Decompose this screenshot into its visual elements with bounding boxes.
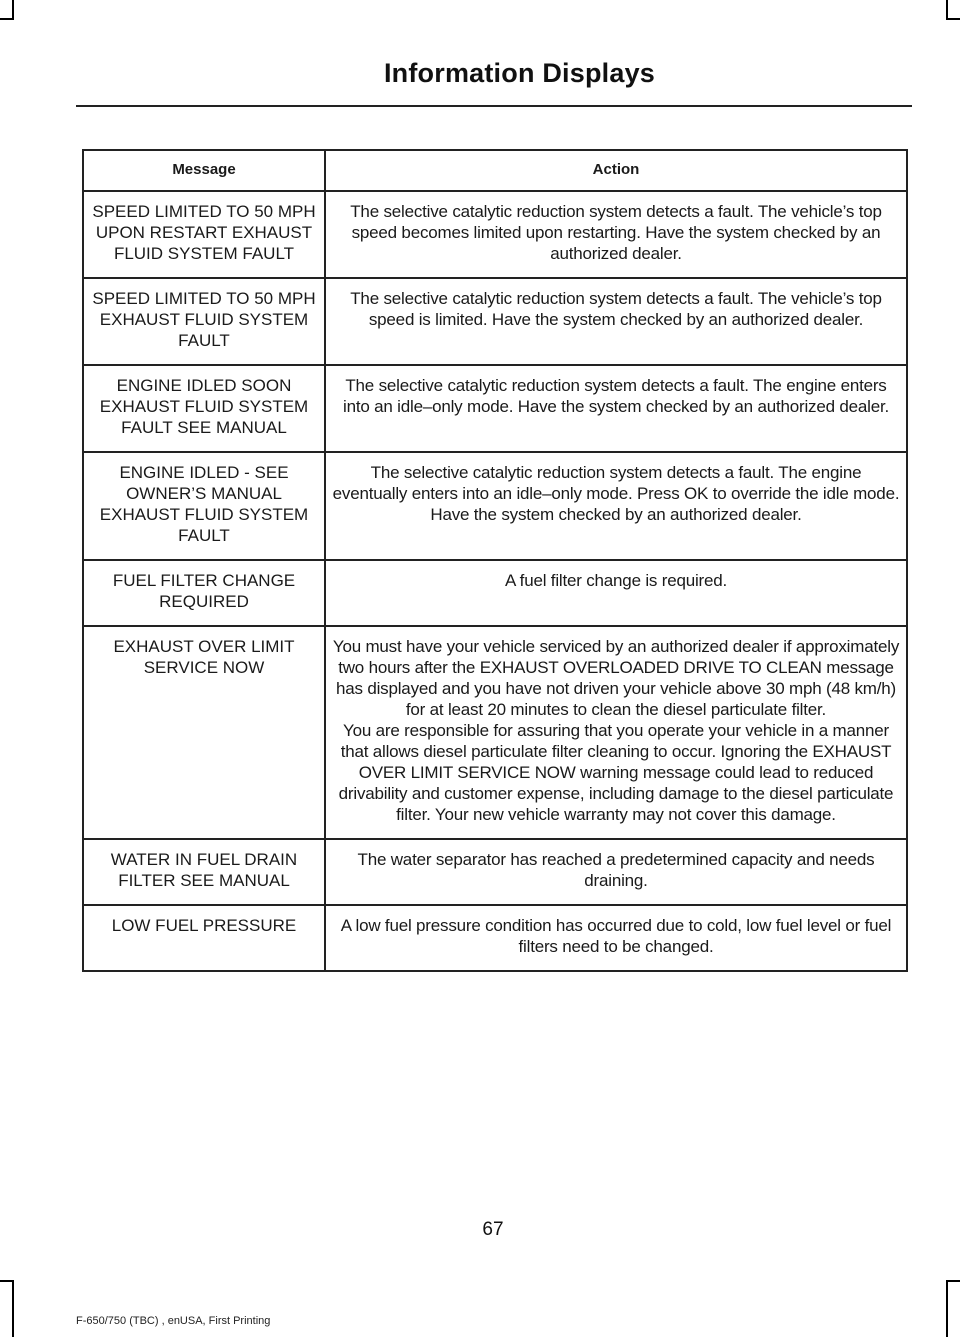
crop-mark <box>946 18 960 20</box>
table-row <box>83 365 907 452</box>
action-cell <box>325 278 907 365</box>
table-header-row <box>83 150 907 191</box>
crop-mark <box>946 1280 960 1282</box>
action-text: The selective catalytic reduction system detects a fault. The vehicle’s top speed becomes limited upon restarting. Have the system checked by an authorized dealer. <box>350 202 882 263</box>
table-row <box>83 626 907 839</box>
column-header-message: Message <box>83 150 325 191</box>
message-table <box>82 149 908 972</box>
table-row <box>83 839 907 905</box>
action-text: You are responsible for assuring that you operate your vehicle in a manner that allows diesel particulate filter cleaning to occur. Ignoring the EXHAUST OVER LIMIT SERVICE NOW warning message could lead to reduced drivability and customer expense, including damage to the diesel particulate filter. Your new vehicle warranty may not cover this damage. <box>338 721 894 824</box>
table-row <box>83 560 907 626</box>
crop-mark <box>946 1280 948 1337</box>
table-row <box>83 905 907 971</box>
action-cell <box>325 452 907 560</box>
action-text: You must have your vehicle serviced by an authorized dealer if approximately two hours after the EXHAUST OVERLOADED DRIVE TO CLEAN message has displayed and you have not driven your vehicle above 30 mph (48 km/h) for at least 20 minutes to clean the diesel particulate filter. <box>332 637 900 719</box>
action-text: The selective catalytic reduction system detects a fault. The engine enters into an idle–only mode. Have the system checked by an authorized dealer. <box>343 376 889 416</box>
action-cell <box>325 560 907 626</box>
action-cell <box>325 626 907 839</box>
header-divider <box>76 105 912 107</box>
action-cell <box>325 839 907 905</box>
message-cell: SPEED LIMITED TO 50 MPH EXHAUST FLUID SYSTEM FAULT <box>83 278 325 365</box>
message-cell: ENGINE IDLED SOON EXHAUST FLUID SYSTEM FAULT SEE MANUAL <box>83 365 325 452</box>
message-cell: SPEED LIMITED TO 50 MPH UPON RESTART EXHAUST FLUID SYSTEM FAULT <box>83 191 325 278</box>
action-cell <box>325 905 907 971</box>
action-text: A fuel filter change is required. <box>504 571 728 590</box>
action-text: The selective catalytic reduction system detects a fault. The engine eventually enters into an idle–only mode. Press OK to override the idle mode. Have the system checked by an authorized dealer. <box>332 463 900 524</box>
action-text: The selective catalytic reduction system detects a fault. The vehicle’s top speed is limited. Have the system checked by an authorized dealer. <box>350 289 882 329</box>
message-cell: LOW FUEL PRESSURE <box>83 905 325 971</box>
message-cell: EXHAUST OVER LIMIT SERVICE NOW <box>83 626 325 839</box>
crop-mark <box>0 1280 14 1282</box>
message-cell: FUEL FILTER CHANGE REQUIRED <box>83 560 325 626</box>
table-row <box>83 278 907 365</box>
crop-mark <box>946 0 948 20</box>
table-row <box>83 191 907 278</box>
action-cell <box>325 365 907 452</box>
message-cell: WATER IN FUEL DRAIN FILTER SEE MANUAL <box>83 839 325 905</box>
message-cell: ENGINE IDLED - SEE OWNER’S MANUAL EXHAUST FLUID SYSTEM FAULT <box>83 452 325 560</box>
table-row <box>83 452 907 560</box>
crop-mark <box>12 0 14 20</box>
page-title: Information Displays <box>383 58 655 88</box>
edition-footer: F-650/750 (TBC) , enUSA, First Printing <box>76 1315 271 1327</box>
page-number: 67 <box>482 1219 504 1240</box>
crop-mark <box>12 1280 14 1337</box>
action-text: A low fuel pressure condition has occurred due to cold, low fuel level or fuel filters need to be changed. <box>340 916 892 956</box>
action-text: The water separator has reached a predetermined capacity and needs draining. <box>357 850 875 890</box>
crop-mark <box>0 18 14 20</box>
action-cell <box>325 191 907 278</box>
column-header-action: Action <box>325 150 907 191</box>
